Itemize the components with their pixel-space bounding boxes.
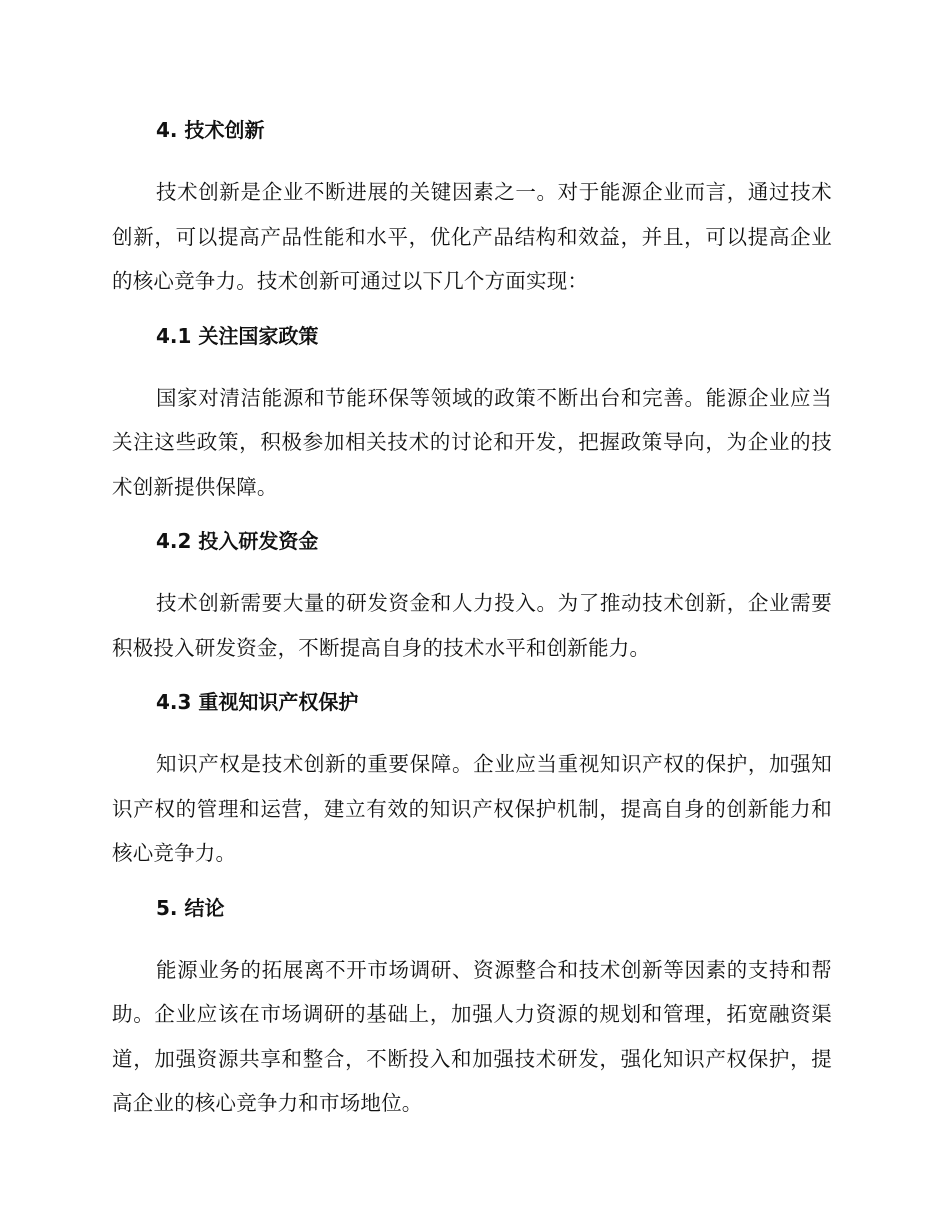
section-heading-4: 4. 技术创新: [156, 118, 265, 142]
section-heading-4-3: 4.3 重视知识产权保护: [156, 690, 359, 714]
section-paragraph-4-2: 技术创新需要大量的研发资金和人力投入。为了推动技术创新，企业需要积极投入研发资金，不断提高自身的技术水平和创新能力。: [112, 591, 832, 660]
section-paragraph-5: 能源业务的拓展离不开市场调研、资源整合和技术创新等因素的支持和帮助。企业应该在市场调研的基础上，加强人力资源的规划和管理，拓宽融资渠道，加强资源共享和整合，不断投入和加强技术研发，强化知识产权保护，提高企业的核心竞争力和市场地位。: [112, 957, 832, 1115]
section-paragraph-4-1: 国家对清洁能源和节能环保等领域的政策不断出台和完善。能源企业应当关注这些政策，积极参加相关技术的讨论和开发，把握政策导向，为企业的技术创新提供保障。: [112, 385, 832, 499]
section-heading-5: 5. 结论: [156, 895, 225, 920]
section-heading-4-1: 4.1 关注国家政策: [156, 323, 319, 348]
section-paragraph-4-3: 知识产权是技术创新的重要保障。企业应当重视知识产权的保护，加强知识产权的管理和运营，建立有效的知识产权保护机制，提高自身的创新能力和核心竞争力。: [112, 752, 832, 865]
section-paragraph-4: 技术创新是企业不断进展的关键因素之一。对于能源企业而言，通过技术创新，可以提高产品性能和水平，优化产品结构和效益，并且，可以提高企业的核心竞争力。技术创新可通过以下几个方面实现：: [112, 180, 832, 293]
document-body: [112, 112, 832, 1126]
section-heading-4-2: 4.2 投入研发资金: [156, 529, 319, 553]
